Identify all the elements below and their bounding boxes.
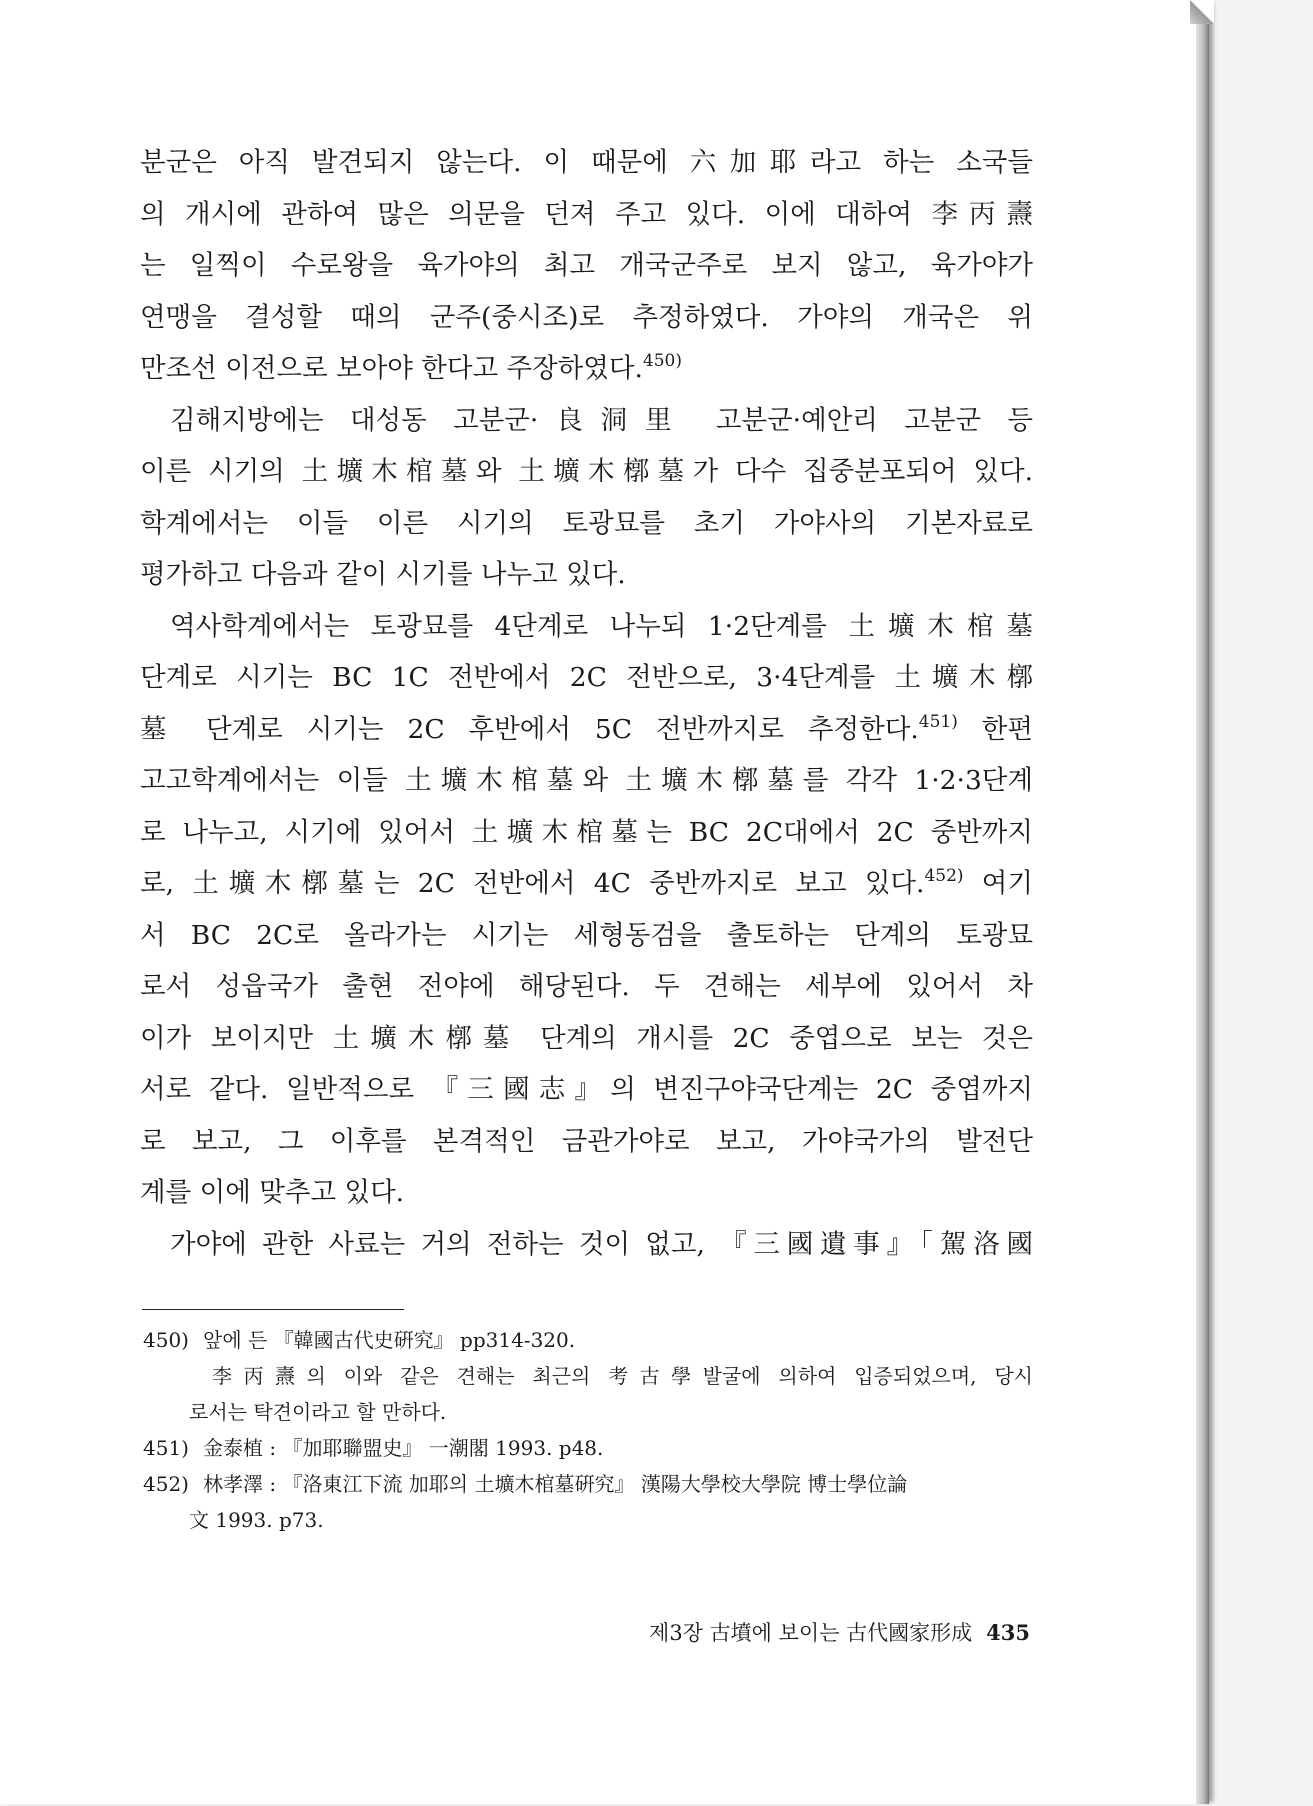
body-line: 의 개시에 관하여 많은 의문을 던져 주고 있다. 이에 대하여 李丙燾 xyxy=(140,198,1033,230)
footnote-text: 앞에 든 『韓國古代史硏究』 pp314-320. xyxy=(203,1328,576,1352)
footnote-text: 金泰植 : 『加耶聯盟史』 一潮閣 1993. p48. xyxy=(203,1436,604,1460)
footnote-number: 451) xyxy=(143,1436,189,1460)
body-line: 만조선 이전으로 보아야 한다고 주장하였다.$^{450)}$ xyxy=(140,351,682,384)
footnote-452-cont: 文 1993. p73. xyxy=(189,1508,324,1532)
page-edge xyxy=(1196,0,1208,1804)
body-line: 연맹을 결성할 때의 군주(중시조)로 추정하였다. 가야의 개국은 위 xyxy=(140,301,1033,333)
page-number: 435 xyxy=(986,1620,1030,1645)
body-line: 평가하고 다음과 같이 시기를 나누고 있다. xyxy=(140,559,626,590)
body-line: 분군은 아직 발견되지 않는다. 이 때문에 六加耶라고 하는 소국들 xyxy=(140,147,1033,178)
body-line: 학계에서는 이들 이른 시기의 토광묘를 초기 가야사의 기본자료로 xyxy=(140,507,1033,539)
footnote-number: 452) xyxy=(143,1472,189,1496)
body-line: 김해지방에는 대성동 고분군·良洞里 고분군·예안리 고분군 등 xyxy=(170,404,1033,436)
body-line: 단계로 시기는 BC 1C 전반에서 2C 전반으로, 3·4단계를 土壙木槨 xyxy=(140,662,1033,693)
footnote-452 xyxy=(143,1466,1033,1502)
body-line: 로서 성읍국가 출현 전야에 해당된다. 두 견해는 세부에 있어서 차 xyxy=(140,971,1033,1002)
body-line: 가야에 관한 사료는 거의 전하는 것이 없고, 『三國遺事』「駕洛國 xyxy=(170,1228,1033,1260)
body-text xyxy=(140,137,1033,1270)
body-line: 이가 보이지만 土壙木槨墓 단계의 개시를 2C 중엽으로 보는 것은 xyxy=(140,1022,1033,1054)
running-footer xyxy=(600,1617,1030,1647)
body-line: 로, 土壙木槨墓는 2C 전반에서 4C 중반까지로 보고 있다.$^{452)}$ 여기 xyxy=(140,866,1033,899)
body-line: 계를 이에 맞추고 있다. xyxy=(140,1177,405,1208)
footnote-ref-452[interactable]: 452) xyxy=(924,866,964,886)
body-line: 는 일찍이 수로왕을 육가야의 최고 개국군주로 보지 않고, 육가야가 xyxy=(140,250,1033,281)
footnote-451 xyxy=(143,1430,1033,1466)
body-line: 역사학계에서는 토광묘를 4단계로 나누되 1·2단계를 土壙木棺墓 xyxy=(170,610,1033,642)
body-line: 墓 단계로 시기는 2C 후반에서 5C 전반까지로 추정한다.$^{451)}$ 한편 xyxy=(140,711,1033,745)
footnote-separator xyxy=(142,1309,404,1310)
footnote-450-paragraph: 李丙燾의 이와 같은 견해는 최근의 考古學발굴에 의하여 입증되었으며, 당시 xyxy=(212,1364,1033,1388)
body-line: 서로 같다. 일반적으로 『三國志』의 변진구야국단계는 2C 중엽까지 xyxy=(140,1074,1033,1105)
footnote-number: 450) xyxy=(143,1328,189,1352)
footnote-ref-450[interactable]: 450) xyxy=(642,351,682,371)
body-line: 서 BC 2C로 올라가는 시기는 세형동검을 출토하는 단계의 토광묘 xyxy=(140,919,1033,951)
body-line: 로 나누고, 시기에 있어서 土壙木棺墓는 BC 2C대에서 2C 중반까지 xyxy=(140,816,1033,848)
page-corner-fold xyxy=(1190,0,1214,24)
footnotes xyxy=(143,1322,1033,1538)
footnote-450 xyxy=(143,1322,1033,1358)
body-line: 이른 시기의 土壙木棺墓와 土壙木槨墓가 다수 집중분포되어 있다. xyxy=(140,456,1033,487)
chapter-title: 제3장 古墳에 보이는 古代國家形成 xyxy=(649,1621,973,1645)
body-line: 로 보고, 그 이후를 본격적인 금관가야로 보고, 가야국가의 발전단 xyxy=(140,1125,1033,1157)
footnote-450-paragraph-cont: 로서는 탁견이라고 할 만하다. xyxy=(189,1400,447,1424)
body-line: 고고학계에서는 이들 土壙木棺墓와 土壙木槨墓를 각각 1·2·3단계 xyxy=(140,765,1033,796)
footnote-text: 林孝澤 : 『洛東江下流 加耶의 土壙木棺墓硏究』 漢陽大學校大學院 博士學位論 xyxy=(203,1472,908,1496)
footnote-ref-451[interactable]: 451) xyxy=(918,711,958,732)
